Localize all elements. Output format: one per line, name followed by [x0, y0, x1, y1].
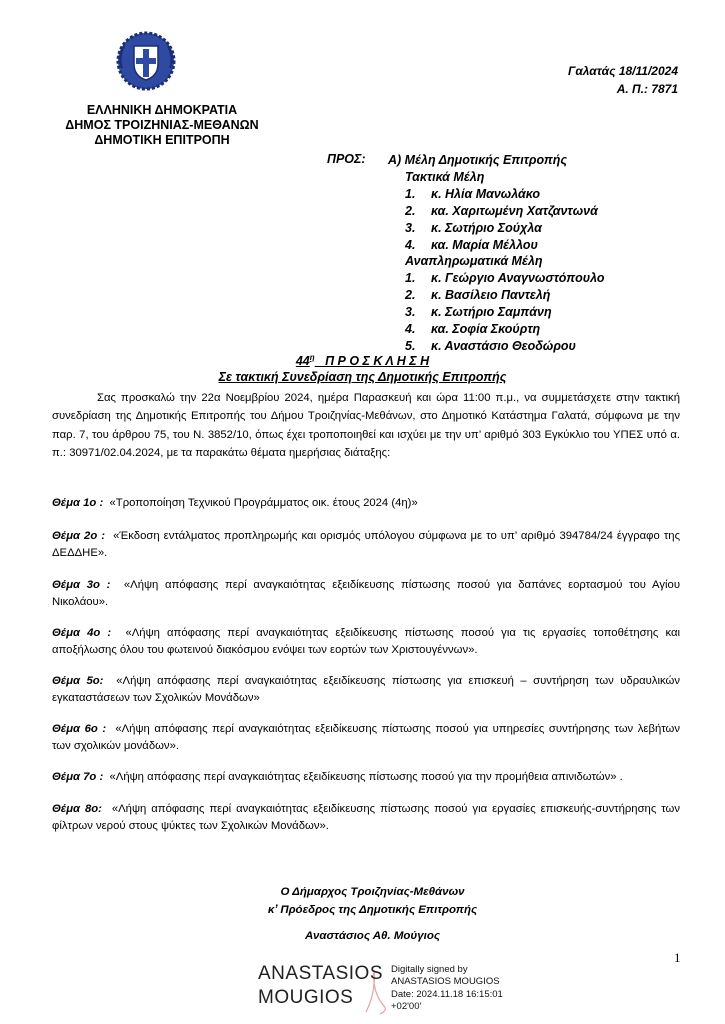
- topic-text: «Τροποποίηση Τεχνικού Προγράμματος οικ. έτους 2024 (4η)»: [109, 497, 418, 509]
- topic-text: «Λήψη απόφασης περί αναγκαιότητας εξειδίκευσης πίστωσης ποσού για δαπάνες εορτασμού του Αγίου Νικολάου».: [52, 579, 680, 608]
- signer-name: Αναστάσιος Αθ. Μούγιος: [305, 930, 440, 942]
- recipient-item: 5. κ. Αναστάσιο Θεοδώρου: [405, 338, 576, 353]
- invitation-number-suffix: η: [309, 353, 315, 362]
- invitation-number: 44: [295, 354, 310, 369]
- recipient-item: 1. κ. Γεώργιο Αναγνωστόπουλο: [405, 271, 605, 286]
- recipient-item: 2. κα. Χαριτωμένη Χατζαντωνά: [405, 203, 598, 218]
- recipient-item: 4. κα. Μαρία Μέλλου: [405, 237, 538, 252]
- authority-line: ΔΗΜΟΤΙΚΗ ΕΠΙΤΡΟΠΗ: [94, 133, 230, 147]
- signature-role-line: κ’ Πρόεδρος της Δημοτικής Επιτροπής: [267, 903, 478, 916]
- invitation-title: [200, 350, 525, 385]
- agenda-topic: [52, 721, 680, 754]
- topic-label: Θέμα 7ο :: [52, 771, 104, 783]
- authority-line: ΕΛΛΗΝΙΚΗ ΔΗΜΟΚΡΑΤΙΑ: [86, 103, 238, 117]
- topic-label: Θέμα 1ο :: [52, 497, 104, 509]
- invitation-subtitle: Σε τακτική Συνεδρίαση της Δημοτικής Επιτροπής: [218, 370, 507, 385]
- agenda-topic: [52, 769, 680, 786]
- topic-label: Θέμα 5ο:: [52, 675, 104, 687]
- topic-text: «Λήψη απόφασης περί αναγκαιότητας εξειδίκευσης πίστωσης ποσού για τις εργασίες τοποθέτησης και αποξήλωσης όλου του φωτεινού διακόσμου ενόψει των εορτών των Χριστουγέννων».: [52, 627, 681, 656]
- recipients-group: Α) Μέλη Δημοτικής Επιτροπής: [388, 153, 568, 167]
- agenda-topic: [52, 673, 680, 706]
- recipient-item: 2. κ. Βασίλειο Παντελή: [405, 288, 551, 303]
- topic-label: Θέμα 3ο :: [52, 579, 111, 591]
- recipients-list: [388, 152, 605, 355]
- digital-signature-details: Digitally signed by ANASTASIOS MOUGIOS Date: 2024.11.18 16:15:01 +02'00': [391, 964, 503, 1013]
- recipient-item: 3. κ. Σωτήριο Σούχλα: [405, 220, 542, 235]
- regular-members-title: Τακτικά Μέλη: [405, 169, 485, 184]
- recipient-item: 3. κ. Σωτήριο Σαμπάνη: [405, 305, 552, 320]
- agenda-topic: [52, 801, 680, 834]
- topic-text: «Λήψη απόφασης περί αναγκαιότητας εξειδίκευσης πίστωσης ποσού για εργασίες επισκευής-συντήρησης των φίλτρων νερού στους ψύκτες των Σχολικών Μονάδων».: [52, 803, 680, 832]
- recipients-label: ΠΡΟΣ:: [327, 152, 366, 166]
- signature-role: [240, 884, 505, 919]
- date-protocol-block: [568, 62, 678, 98]
- topic-label: Θέμα 2ο :: [52, 530, 106, 542]
- agenda-topic: [52, 577, 680, 610]
- topic-text: «Λήψη απόφασης περί αναγκαιότητας εξειδίκευσης πίστωσης ποσού για υπηρεσίες συντήρησης των λεβήτων των σχολικών μονάδων».: [52, 723, 681, 752]
- topic-label: Θέμα 8ο:: [52, 803, 102, 815]
- agenda-topic: [52, 528, 680, 561]
- issuing-authority: [52, 103, 272, 148]
- agenda-topic: [52, 495, 680, 512]
- topic-text: «Λήψη απόφασης περί αναγκαιότητας εξειδίκευσης πίστωσης ποσού για την προμήθεια απινιδωτών» .: [109, 771, 623, 783]
- authority-line: ΔΗΜΟΣ ΤΡΟΙΖΗΝΙΑΣ-ΜΕΘΑΝΩΝ: [65, 118, 259, 132]
- substitute-members-title: Αναπληρωματικά Μέλη: [405, 254, 543, 269]
- greek-coat-of-arms-emblem: [112, 28, 180, 92]
- topic-label: Θέμα 6ο :: [52, 723, 107, 735]
- digital-signature-name: ANASTASIOS MOUGIOS: [258, 963, 384, 1008]
- page-number: 1: [674, 950, 681, 965]
- protocol-number: Α. Π.: 7871: [616, 82, 678, 96]
- signature-role-line: Ο Δήμαρχος Τροιζηνίας-Μεθάνων: [280, 886, 465, 898]
- recipient-item: 1. κ. Ηλία Μανωλάκο: [405, 186, 541, 201]
- topic-label: Θέμα 4ο :: [52, 627, 112, 639]
- invitation-word: Π Ρ Ο Σ Κ Λ Η Σ Η: [325, 354, 430, 369]
- intro-paragraph: Σας προσκαλώ την 22α Νοεμβρίου 2024, ημέρα Παρασκευή και ώρα 11:00 π.μ., να συμμετάσχετε στην τακτική συνεδρίαση της Δημοτικής Επιτροπής του Δήμου Τροιζηνίας-Μεθάνων, στο Δημοτικό Κατάστημα Γαλατά, σύμφωνα με την παρ. 7, του άρθρου 75, του Ν. 3852/10, όπως έχει τροποποιηθεί και ισχύει με την υπ’ αριθμό 303 Εγκύκλιο του ΥΠΕΣ υπό α. π.: 30971/02.04.2024, με τα παρακάτω θέματα ημερήσιας διάταξης:: [52, 392, 680, 459]
- recipient-item: 4. κα. Σοφία Σκούρτη: [405, 322, 541, 337]
- agenda-topic: [52, 625, 680, 658]
- topic-text: «Λήψη απόφασης περί αναγκαιότητας εξειδίκευσης πίστωσης για επισκευή – συντήρηση των υδραυλικών εγκαταστάσεων των Σχολικών Μονάδων»: [52, 675, 680, 704]
- topic-text: «Έκδοση εντάλματος προπληρωμής και ορισμός υπόλογου σύμφωνα με το υπ’ αριθμό 394784/24 έγγραφο της ΔΕΔΔΗΕ».: [52, 530, 681, 559]
- document-date: Γαλατάς 18/11/2024: [568, 64, 678, 78]
